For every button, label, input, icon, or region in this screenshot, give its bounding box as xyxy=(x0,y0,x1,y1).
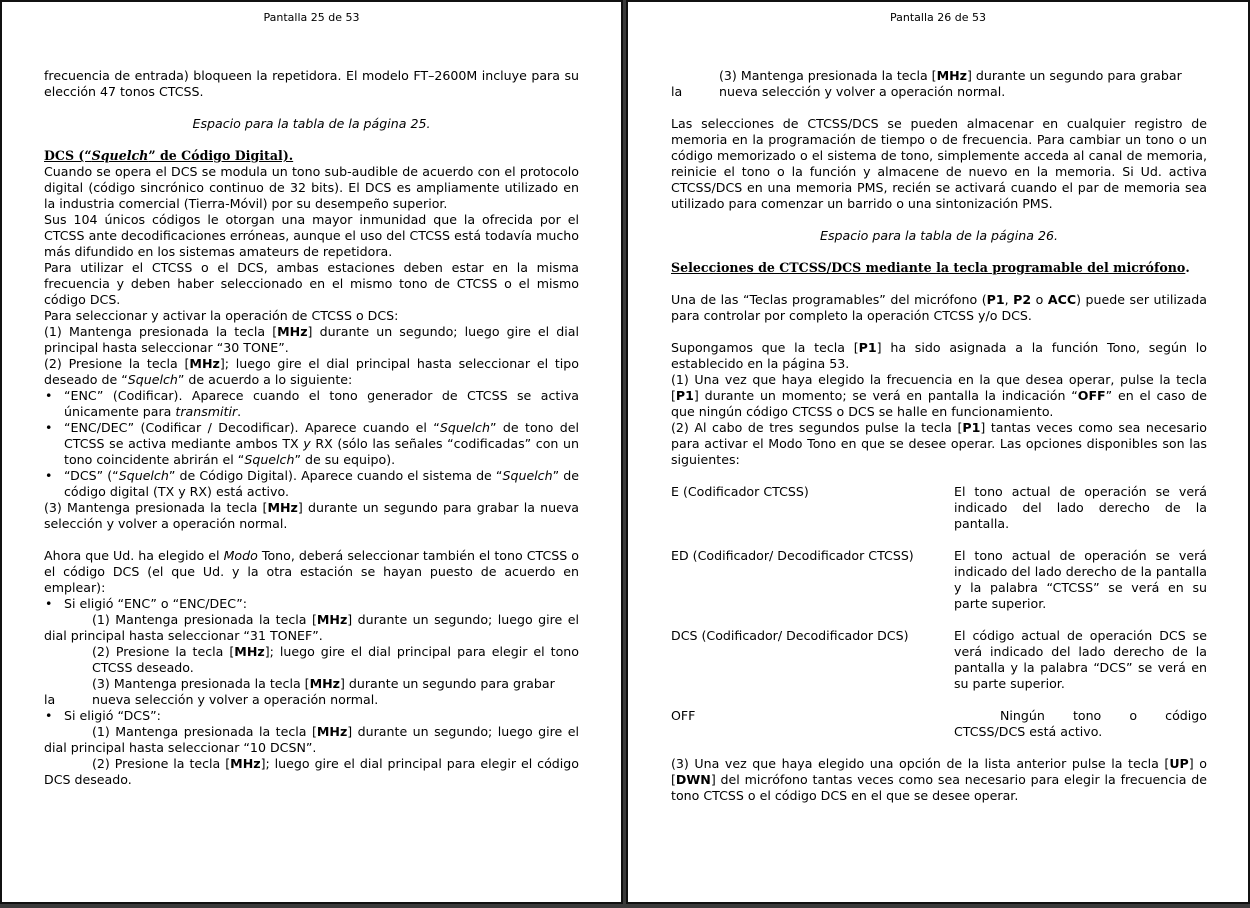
paragraph: Sus 104 únicos códigos le otorgan una mayor inmunidad que la ofrecida por el CTCSS ante decodificaciones erróneas, aunque el uso del CTCSS está todavía mucho más difundido en los sistemas amateurs de repetidora. xyxy=(44,212,579,259)
sub-step: (1) Mantenga presionada la tecla [MHz] durante un segundo; luego gire el dial principal hasta seleccionar “10 DCSN”. xyxy=(44,724,579,755)
option-desc: El tono actual de operación se verá indicado del lado derecho de la pantalla y la palabra “CTCSS” se verá en su parte superior. xyxy=(954,548,1207,611)
option-key: OFF xyxy=(671,708,696,723)
paragraph: Para utilizar el CTCSS o el DCS, ambas estaciones deben estar en la misma frecuencia y deben haber seleccionado en el mismo tono de CTCSS o el mismo código DCS. xyxy=(44,260,579,307)
option-desc: El código actual de operación DCS se verá indicado del lado derecho de la pantalla y la palabra “DCS” se verá en su parte superior. xyxy=(954,628,1207,691)
sub-step: (2) Presione la tecla [MHz]; luego gire el dial principal para elegir el código DCS deseado. xyxy=(44,756,580,787)
option-key: ED (Codificador/ Decodificador CTCSS) xyxy=(671,548,914,563)
sub-step: (1) Mantenga presionada la tecla [MHz] durante un segundo; luego gire el dial principal hasta seleccionar “31 TONEF”. xyxy=(44,612,579,643)
option-desc: El tono actual de operación se verá indicado del lado derecho de la pantalla. xyxy=(954,484,1207,531)
list-item: • Si eligió “ENC” o “ENC/DEC”: xyxy=(44,596,579,612)
step-3-continuation: la nueva selección y volver a operación normal. xyxy=(671,84,1006,99)
step-3: (3) Mantenga presionada la tecla [MHz] durante un segundo para grabar xyxy=(719,68,1182,83)
table-placeholder: Espacio para la tabla de la página 25. xyxy=(192,116,431,131)
paragraph: Las selecciones de CTCSS/DCS se pueden almacenar en cualquier registro de memoria en la programación de tiempo o de frecuencia. Para cambiar un tono o un código memorizado o el sistema de tono, simplemente acceda al canal de memoria, reinicie el tono o la función y almacene de nuevo en la memoria. Si Ud. activa CTCSS/DCS en una memoria PMS, recién se activará cuando el par de memoria sea utilizado para comenzar un barrido o una sintonización PMS. xyxy=(671,116,1207,211)
step-2: (2) Al cabo de tres segundos pulse la tecla [P1] tantas veces como sea necesario para activar el Modo Tono en que se desee operar. Las opciones disponibles son las siguientes: xyxy=(671,420,1207,467)
sub-step-continuation: la nueva selección y volver a operación normal. xyxy=(44,692,379,707)
page-26 xyxy=(626,0,1250,904)
sub-step: (3) Mantenga presionada la tecla [MHz] durante un segundo para grabar xyxy=(92,676,555,691)
step-1: (1) Mantenga presionada la tecla [MHz] durante un segundo; luego gire el dial principal hasta seleccionar “30 TONE”. xyxy=(44,324,579,355)
section-heading-mic-key: Selecciones de CTCSS/DCS mediante la tecla programable del micrófono. xyxy=(671,260,1190,275)
page-content xyxy=(671,68,1207,804)
option-row xyxy=(671,484,1207,532)
option-row xyxy=(671,628,1207,692)
page-header: Pantalla 25 de 53 xyxy=(263,11,360,24)
paragraph: Una de las “Teclas programables” del micrófono (P1, P2 o ACC) puede ser utilizada para controlar por completo la operación CTCSS y/o DCS. xyxy=(671,292,1207,323)
option-key: DCS (Codificador/ Decodificador DCS) xyxy=(671,628,909,643)
paragraph: frecuencia de entrada) bloqueen la repetidora. El modelo FT–2600M incluye para su elección 47 tonos CTCSS. xyxy=(44,68,579,99)
paragraph: Para seleccionar y activar la operación de CTCSS o DCS: xyxy=(44,308,399,323)
page-25 xyxy=(0,0,623,904)
list-item: • “ENC/DEC” (Codificar / Decodificar). Aparece cuando el “Squelch” de tono del CTCSS se activa mediante ambos TX y RX (sólo las señales “codificadas” con un tono coincidente abrirán el “Squelch” de su equipo). xyxy=(44,420,579,468)
option-key: E (Codificador CTCSS) xyxy=(671,484,809,499)
option-row xyxy=(671,708,1207,740)
list-item: • “DCS” (“Squelch” de Código Digital). Aparece cuando el sistema de “Squelch” de código digital (TX y RX) está activo. xyxy=(44,468,579,500)
table-placeholder: Espacio para la tabla de la página 26. xyxy=(820,228,1058,243)
step-2: (2) Presione la tecla [MHz]; luego gire el dial principal hasta seleccionar el tipo deseado de “Squelch” de acuerdo a lo siguiente: xyxy=(44,356,579,387)
option-row xyxy=(671,548,1207,612)
page-header: Pantalla 26 de 53 xyxy=(890,11,986,24)
sub-step: (2) Presione la tecla [MHz]; luego gire el dial principal para elegir el tono CTCSS deseado. xyxy=(92,644,579,675)
paragraph: Ahora que Ud. ha elegido el Modo Tono, deberá seleccionar también el tono CTCSS o el código DCS (el que Ud. y la otra estación se hayan puesto de acuerdo en emplear): xyxy=(44,548,579,595)
paragraph: Supongamos que la tecla [P1] ha sido asignada a la función Tono, según lo establecido en la página 53. xyxy=(671,340,1207,371)
step-3: (3) Una vez que haya elegido una opción de la lista anterior pulse la tecla [UP] o [DWN] del micrófono tantas veces como sea necesario para elegir la frecuencia de tono CTCSS o el código DCS en el que se desee operar. xyxy=(671,756,1207,803)
paragraph: Cuando se opera el DCS se modula un tono sub-audible de acuerdo con el protocolo digital (código sincrónico continuo de 32 bits). El DCS es ampliamente utilizado en la industria comercial (Tierra-Móvil) por su desempeño superior. xyxy=(44,164,579,211)
option-desc: Ningún tono o código CTCSS/DCS está activo. xyxy=(954,708,1207,739)
list-item: • Si eligió “DCS”: xyxy=(44,708,579,724)
step-3: (3) Mantenga presionada la tecla [MHz] durante un segundo para grabar la nueva selección y volver a operación normal. xyxy=(44,500,580,531)
step-1: (1) Una vez que haya elegido la frecuencia en la que desea operar, pulse la tecla [P1] durante un momento; se verá en pantalla la indicación “OFF” en el caso de que ningún código CTCSS o DCS se halle en funcionamiento. xyxy=(671,372,1207,419)
section-heading-dcs: DCS (“Squelch” de Código Digital). xyxy=(44,148,294,163)
list-item: • “ENC” (Codificar). Aparece cuando el tono generador de CTCSS se activa únicamente para transmitir. xyxy=(44,388,579,420)
page-content xyxy=(44,68,579,788)
